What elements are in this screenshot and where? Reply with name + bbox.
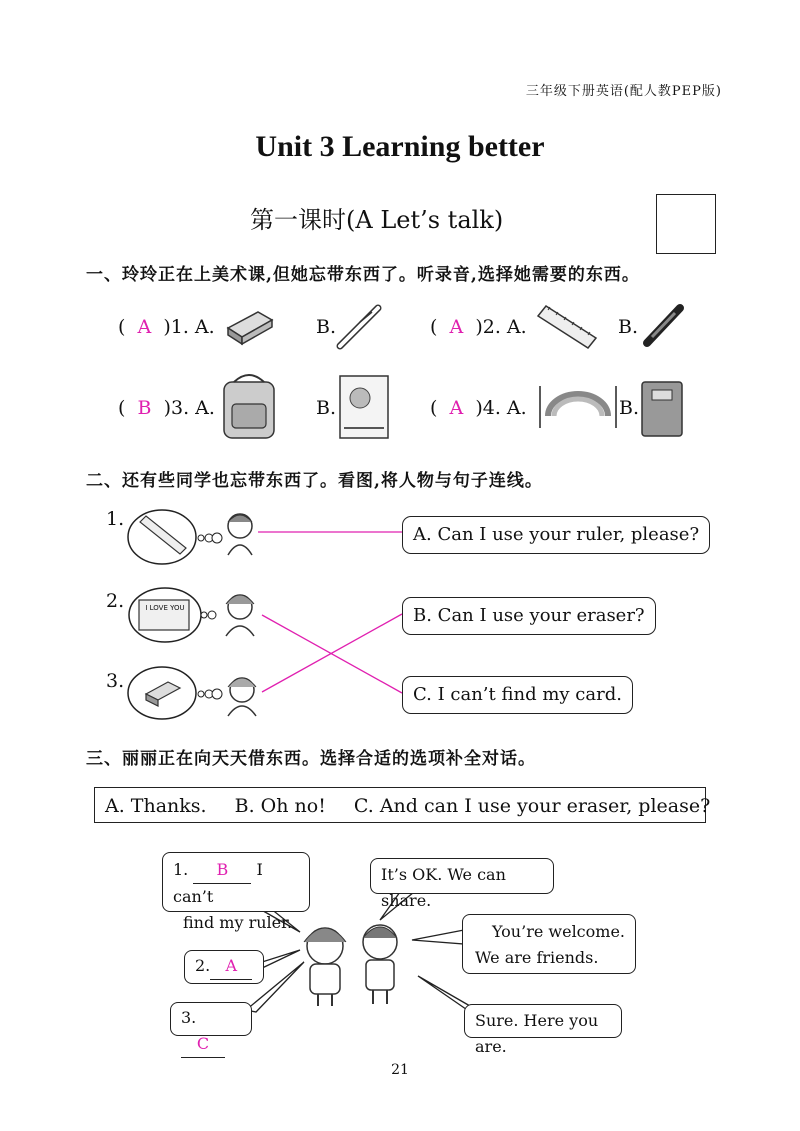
qr-code-placeholder <box>656 194 716 254</box>
section-3-heading: 三、丽丽正在向天天借东西。选择合适的选项补全对话。 <box>86 749 536 769</box>
girl-avatar-2 <box>228 678 256 716</box>
section-2-heading: 二、还有些同学也忘带东西了。看图,将人物与句子连线。 <box>86 471 543 491</box>
page-number: 21 <box>391 1062 409 1078</box>
answer-2: A <box>449 316 464 338</box>
right-bubble-3: Sure. Here you are. <box>464 1004 622 1038</box>
match-number-3: 3. <box>106 670 125 692</box>
question-3-option-b: B. <box>316 397 337 419</box>
question-3: ( B )3. A. <box>118 397 215 419</box>
left-bubble-3: 3. C <box>170 1002 252 1036</box>
question-2-option-b: B. <box>618 316 639 338</box>
answer-4: A <box>449 397 464 419</box>
question-4: ( A )4. A. <box>430 397 527 419</box>
thought-oval-card <box>129 588 216 642</box>
blank-answer-3: C <box>181 1031 225 1058</box>
answer-1: A <box>137 316 152 338</box>
match-number-1: 1. <box>106 508 125 530</box>
match-number-2: 2. <box>106 590 125 612</box>
girl-avatar-1 <box>226 595 254 636</box>
backpack-icon <box>224 375 274 438</box>
answer-3: B <box>137 397 152 419</box>
right-bubble-1: It’s OK. We can share. <box>370 858 554 894</box>
option-c: C. And can I use your eraser, please? <box>353 795 711 817</box>
thought-oval-ruler <box>128 510 222 564</box>
question-4-option-b: B. <box>619 397 640 419</box>
blank-answer-2: A <box>210 953 252 980</box>
ruler-icon <box>538 306 596 348</box>
unit-title: Unit 3 Learning better <box>255 130 545 163</box>
question-2: ( A )2. A. <box>430 316 527 338</box>
option-b: B. Oh no! <box>234 795 326 817</box>
sentence-c: C. I can’t find my card. <box>402 676 633 714</box>
left-bubble-2: 2. A <box>184 950 264 984</box>
card-text: I LOVE YOU <box>145 604 185 612</box>
lesson-title: 第一课时(A Let’s talk) <box>250 206 504 234</box>
question-1-option-b: B. <box>316 316 337 338</box>
book-edition-note: 三年级下册英语(配人教PEP版) <box>525 84 722 99</box>
thought-oval-eraser <box>128 667 222 719</box>
girl-lili-figure <box>304 928 346 1006</box>
sentence-a: A. Can I use your ruler, please? <box>402 516 710 554</box>
eraser-icon <box>228 312 272 344</box>
marker-pen-icon <box>647 308 680 343</box>
blank-answer-1: B <box>193 857 251 884</box>
options-box <box>94 787 711 823</box>
rainbow-icon <box>540 386 616 428</box>
boy-tiantian-figure <box>363 925 397 1004</box>
sentence-b: B. Can I use your eraser? <box>402 597 656 635</box>
boy-avatar <box>228 514 252 555</box>
picture-icon <box>340 376 388 438</box>
section-1-heading: 一、玲玲正在上美术课,但她忘带东西了。听录音,选择她需要的东西。 <box>86 265 640 285</box>
match-line-3 <box>262 614 402 692</box>
option-a: A. Thanks. <box>105 795 207 817</box>
question-1: ( A )1. A. <box>118 316 215 338</box>
match-line-2 <box>262 615 402 693</box>
right-bubble-2: You’re welcome. We are friends. <box>462 914 636 974</box>
pen-icon <box>340 308 378 346</box>
left-bubble-1: 1. B I can’t find my ruler. <box>162 852 310 912</box>
book-icon <box>642 382 682 436</box>
